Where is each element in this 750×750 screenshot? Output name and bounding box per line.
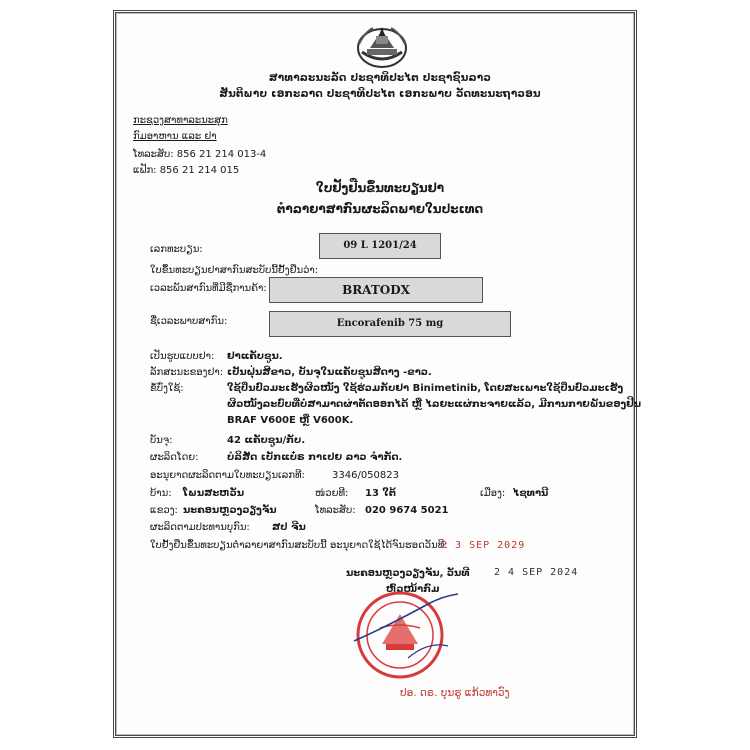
signer-name: ປອ. ດຣ. ບຸນຮູ ແກ້ວທາວົງ bbox=[400, 687, 510, 699]
certify-label: ໃບຂຶ້ນທະບຽນຢາສາກົນສະບັບນີ້ຢັ້ງຢືນວ່າ: bbox=[150, 265, 319, 276]
indication-line-3: BRAF V600E ຫຼື V600K. bbox=[227, 415, 354, 426]
ministry-name: ກະຊວງສາທາລະນະສຸກ bbox=[133, 115, 228, 126]
province-value: ນະຄອນຫຼວງວຽງຈັນ bbox=[183, 505, 277, 516]
dosage-form-label: ເປັນຮູບແບບຢາ: bbox=[150, 351, 215, 362]
manufacturer-value: ບໍລິສັດ ເບັກແບ໋ຣ ກາເປຍ ລາວ ຈຳກັດ. bbox=[227, 452, 403, 463]
brand-name-box: BRATODX bbox=[269, 277, 483, 303]
generic-name-label: ຊື່ເວລະພາບສາກົນ: bbox=[150, 316, 228, 327]
issuer-tel: ໂທລະສັບ: 856 21 214 013-4 bbox=[133, 149, 267, 160]
department-name: ກົມອາຫານ ແລະ ຢາ bbox=[133, 131, 217, 142]
indication-label: ຂໍ້ບົ່ງໃຊ້: bbox=[150, 383, 184, 394]
indication-line-1: ໃຊ້ປິ່ນປົວມະເຮັງຜິວໜັງ ໃຊ້ຮ່ວມກັບຢາ Binimetinib, ໂດຍສະເພາະໃຊ້ປິ່ນປົວມະເຮັງ bbox=[227, 383, 624, 394]
brand-name-label: ເວລະພັນສາກົນທີ່ມີຊື່ການຄ້າ: bbox=[150, 283, 267, 294]
dosage-form-value: ຢາແຄັບຊູນ. bbox=[227, 351, 283, 362]
country-name: ສາທາລະນະລັດ ປະຊາທິປະໄຕ ປະຊາຊົນລາວ bbox=[268, 72, 492, 84]
village-value: ໂພນສະຫວັນ bbox=[183, 488, 245, 499]
pack-size-label: ບັນຈຸ: bbox=[150, 435, 173, 446]
national-motto: ສັນຕິພາບ ເອກະລາດ ປະຊາທິປະໄຕ ເອກະພາບ ວັດທະນະຖາວອນ bbox=[219, 88, 541, 100]
official-seal-icon bbox=[348, 586, 466, 684]
certificate-subtitle: ຕຳລາຍາສາກົນຜະລິດພາຍໃນປະເທດ bbox=[276, 202, 484, 216]
registration-number-label: ເລກທະບຽນ: bbox=[150, 244, 203, 255]
phone-value: 020 9674 5021 bbox=[365, 505, 449, 516]
certificate-title: ໃບຢັ້ງຢືນຂຶ້ນທະບຽນຢາ bbox=[315, 181, 445, 195]
origin-label: ຜະລິດຕາມປະທານບຸກົນ: bbox=[150, 522, 250, 533]
appearance-value: ເປັນຝຸ່ນສີຂາວ, ບັນຈຸໃນແຄັບຊູນສີດາງ -ຂາວ. bbox=[227, 367, 432, 378]
unit-label: ໜ່ວຍທີ: bbox=[315, 488, 349, 499]
lao-national-emblem-icon bbox=[355, 22, 409, 68]
validity-label: ໃບຢັ້ງຢືນຂຶ້ນທະບຽນຕຳລາຍາສາກົນສະບັບນີ້ ອະນຸຍາດໃຊ້ໄດ້ຈົນຮອດວັນທີ: bbox=[150, 540, 448, 551]
district-label: ເມືອງ: bbox=[480, 488, 506, 499]
district-value: ໄຊທານີ bbox=[513, 488, 549, 499]
phone-label: ໂທລະສັບ: bbox=[315, 505, 356, 516]
issue-date-stamp: 2 4 SEP 2024 bbox=[494, 567, 579, 578]
validity-date-stamp: 2 3 SEP 2029 bbox=[441, 540, 526, 551]
indication-line-2: ຜິວໜັງລະບົບທີ່ບໍ່ສາມາດຜ່າຕັດອອກໄດ້ ຫຼື ໄລຍະແຜ່ກະຈາຍແລ້ວ, ມີການກາຍພັນຂອງຢີນ bbox=[227, 399, 642, 410]
province-label: ແຂວງ: bbox=[150, 505, 178, 516]
issuer-fax: ແຟັກ: 856 21 214 015 bbox=[133, 165, 240, 176]
signer-position: ຫົວໜ້າກົມ bbox=[386, 584, 440, 595]
appearance-label: ລັກສະນະຂອງຢາ: bbox=[150, 367, 224, 378]
manufacturer-label: ຜະລິດໂດຍ: bbox=[150, 452, 199, 463]
village-label: ບ້ານ: bbox=[150, 488, 172, 499]
place-date-label: ນະຄອນຫຼວງວຽງຈັນ, ວັນທີ bbox=[346, 568, 470, 579]
license-label: ອະນຸຍາດຜະລິດຕາມໃບທະບຽນເລກທີ: bbox=[150, 470, 305, 481]
unit-value: 13 ໃຕ້ bbox=[365, 488, 396, 499]
license-value: 3346/050823 bbox=[332, 470, 399, 481]
origin-value: ສປ ຈີນ bbox=[272, 522, 306, 533]
generic-name-box: Encorafenib 75 mg bbox=[269, 311, 511, 337]
pack-size-value: 42 ແຄັບຊູນ/ກັບ. bbox=[227, 435, 306, 446]
registration-number-box: 09 L 1201/24 bbox=[319, 233, 441, 259]
